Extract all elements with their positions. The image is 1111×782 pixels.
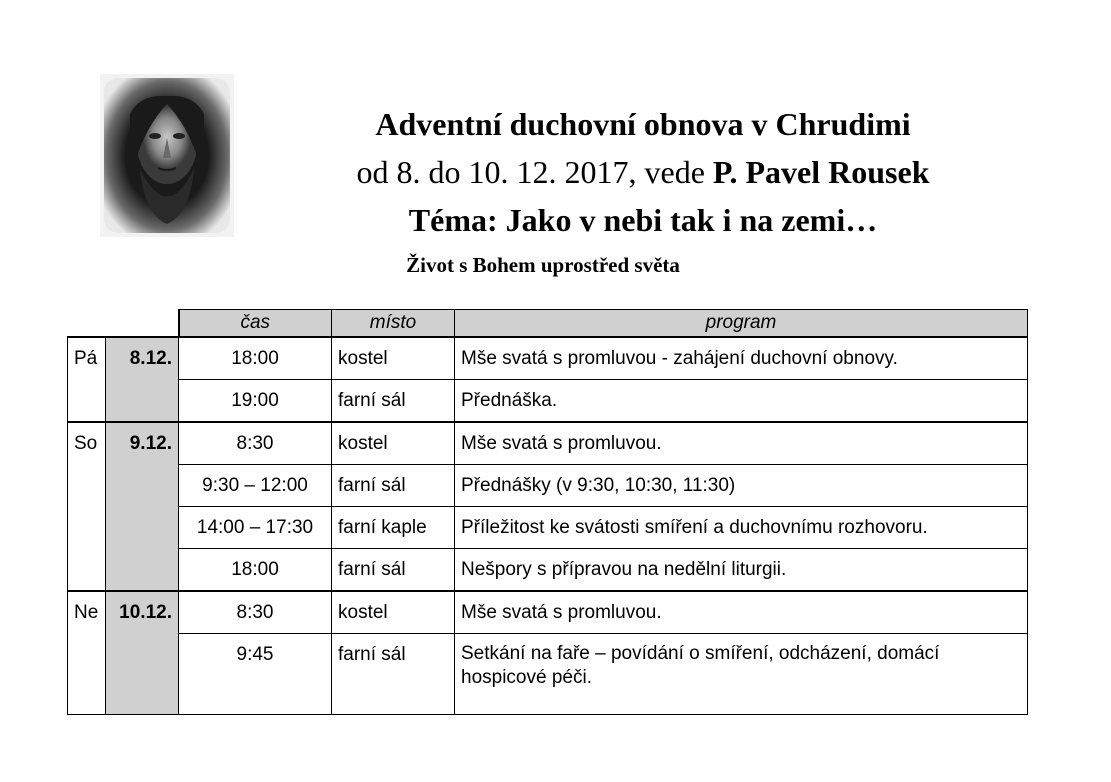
program-cell: Mše svatá s promluvou - zahájení duchovní obnovy. <box>455 337 1028 380</box>
leader-name: P. Pavel Rousek <box>712 154 930 190</box>
time-cell: 9:45 <box>179 634 332 715</box>
day-cell: Pá <box>68 337 106 422</box>
schedule-table <box>67 309 1028 715</box>
time-cell: 18:00 <box>179 337 332 380</box>
program-cell: Mše svatá s promluvou. <box>455 422 1028 465</box>
date-cell: 8.12. <box>106 337 179 422</box>
day-cell: Ne <box>68 591 106 715</box>
table-row <box>68 507 1028 549</box>
date-line-prefix: od 8. do 10. 12. 2017, vede <box>356 154 713 190</box>
day-cell: So <box>68 422 106 591</box>
table-row <box>68 549 1028 592</box>
document-title: Adventní duchovní obnova v Chrudimi <box>375 106 911 142</box>
place-cell: kostel <box>332 422 455 465</box>
program-cell: Mše svatá s promluvou. <box>455 591 1028 634</box>
theme-heading: Téma: Jako v nebi tak i na zemi… <box>408 202 878 238</box>
time-cell: 9:30 – 12:00 <box>179 465 332 507</box>
table-row <box>68 380 1028 423</box>
place-cell: farní kaple <box>332 507 455 549</box>
place-cell: kostel <box>332 337 455 380</box>
date-line <box>330 148 956 196</box>
col-header-place: místo <box>332 310 455 338</box>
table-row <box>68 634 1028 715</box>
place-cell: kostel <box>332 591 455 634</box>
time-cell: 18:00 <box>179 549 332 592</box>
place-cell: farní sál <box>332 549 455 592</box>
program-cell: Nešpory s přípravou na nedělní liturgii. <box>455 549 1028 592</box>
date-cell: 9.12. <box>106 422 179 591</box>
program-cell: Přednáška. <box>455 380 1028 423</box>
christ-portrait-image <box>100 74 234 237</box>
header-blank-cell <box>68 310 179 338</box>
table-row <box>68 591 1028 634</box>
table-row <box>68 465 1028 507</box>
time-cell: 8:30 <box>179 591 332 634</box>
place-cell: farní sál <box>332 634 455 715</box>
table-row <box>68 422 1028 465</box>
subtitle-text: Život s Bohem uprostřed světa <box>406 253 680 277</box>
program-cell: Setkání na faře – povídání o smíření, odcházení, domácí hospicové péči. <box>455 634 1028 715</box>
time-cell: 8:30 <box>179 422 332 465</box>
subtitle <box>250 250 1036 280</box>
program-cell: Přednášky (v 9:30, 10:30, 11:30) <box>455 465 1028 507</box>
col-header-time: čas <box>179 310 332 338</box>
col-header-program: program <box>455 310 1028 338</box>
program-cell: Příležitost ke svátosti smíření a duchovnímu rozhovoru. <box>455 507 1028 549</box>
date-cell: 10.12. <box>106 591 179 715</box>
table-header-row <box>68 310 1028 338</box>
place-cell: farní sál <box>332 465 455 507</box>
time-cell: 19:00 <box>179 380 332 423</box>
table-row <box>68 337 1028 380</box>
time-cell: 14:00 – 17:30 <box>179 507 332 549</box>
place-cell: farní sál <box>332 380 455 423</box>
